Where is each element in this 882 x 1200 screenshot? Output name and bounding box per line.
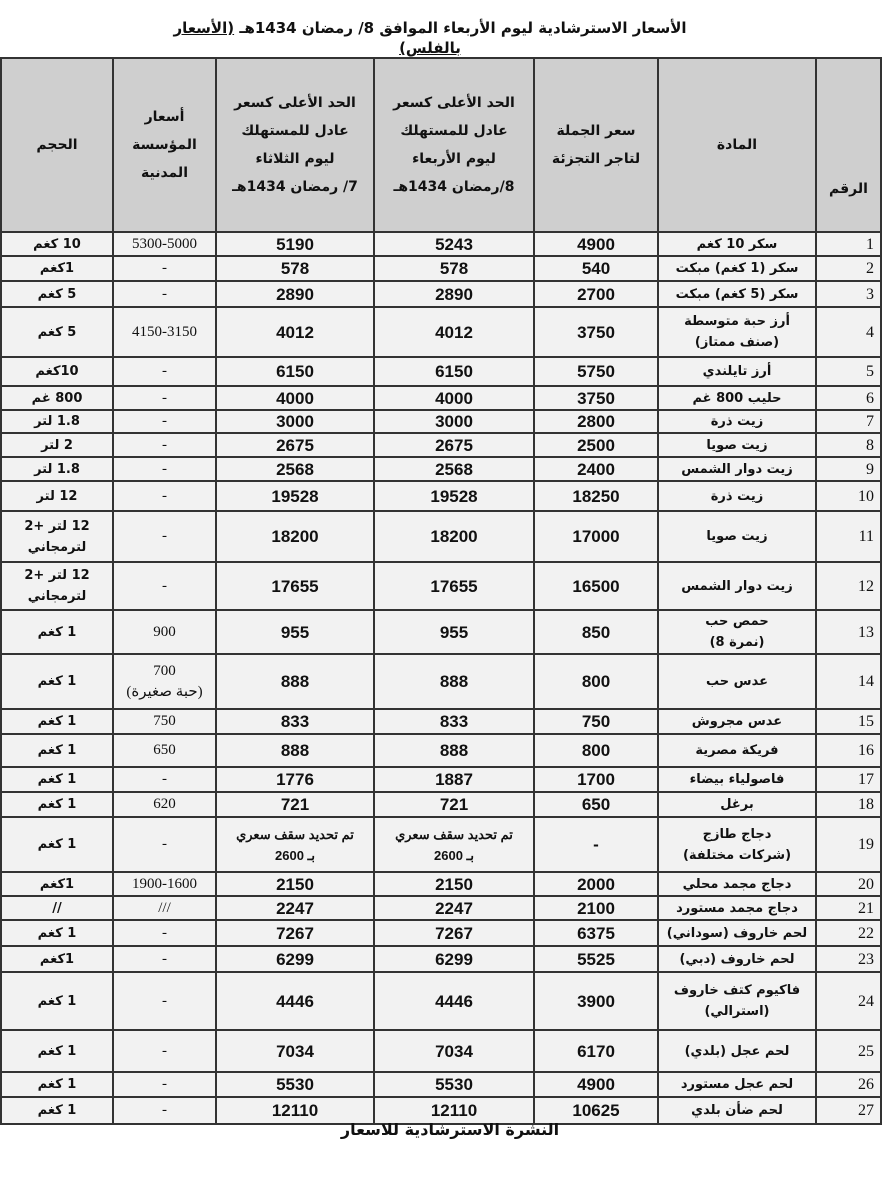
cell-size: 1.8 لتر	[1, 410, 113, 433]
table-row	[1, 896, 881, 920]
header-wholesale: سعر الجملة لتاجر التجزئة	[534, 58, 658, 232]
cell-wholesale: 17000	[534, 511, 658, 562]
cell-max-tuesday: 18200	[216, 511, 374, 562]
cell-wholesale: 3750	[534, 386, 658, 410]
cell-item: سكر 10 كغم	[658, 232, 816, 256]
table-row	[1, 817, 881, 872]
cell-max-wednesday: 2247	[374, 896, 534, 920]
cell-wholesale: 6375	[534, 920, 658, 946]
cell-number: 12	[816, 562, 881, 610]
cell-wholesale: 850	[534, 610, 658, 654]
cell-wholesale: 4900	[534, 232, 658, 256]
cell-civil-price: -	[113, 410, 216, 433]
table-row	[1, 357, 881, 386]
cell-size: 5 كغم	[1, 281, 113, 307]
table-row	[1, 920, 881, 946]
cell-max-tuesday: 6299	[216, 946, 374, 972]
cell-size: 10 كغم	[1, 232, 113, 256]
cell-max-wednesday: 1887	[374, 767, 534, 792]
cell-number: 19	[816, 817, 881, 872]
cell-max-wednesday: 721	[374, 792, 534, 817]
cell-size: 1 كغم	[1, 610, 113, 654]
cell-max-tuesday: 7267	[216, 920, 374, 946]
table-row	[1, 433, 881, 457]
cell-wholesale: -	[534, 817, 658, 872]
cell-max-tuesday: 4446	[216, 972, 374, 1030]
cell-size: 10كغم	[1, 357, 113, 386]
cell-number: 14	[816, 654, 881, 709]
cell-number: 7	[816, 410, 881, 433]
cell-civil-price: 650	[113, 734, 216, 767]
cell-wholesale: 2000	[534, 872, 658, 896]
cell-wholesale: 3900	[534, 972, 658, 1030]
cell-civil-price: 4150-3150	[113, 307, 216, 357]
cell-number: 10	[816, 481, 881, 511]
table-row	[1, 872, 881, 896]
table-row	[1, 281, 881, 307]
cell-size: 1 كغم	[1, 972, 113, 1030]
cell-civil-price: -	[113, 1072, 216, 1097]
cell-item: لحم ضأن بلدي	[658, 1097, 816, 1124]
cell-number: 22	[816, 920, 881, 946]
cell-number: 27	[816, 1097, 881, 1124]
cell-civil-price: -	[113, 946, 216, 972]
cell-wholesale: 2800	[534, 410, 658, 433]
table-row	[1, 232, 881, 256]
cell-item: دجاج طازج (شركات مختلفة)	[658, 817, 816, 872]
cell-civil-price: -	[113, 281, 216, 307]
cell-max-wednesday: 833	[374, 709, 534, 734]
cell-max-tuesday: 7034	[216, 1030, 374, 1072]
cell-size: 2 لتر	[1, 433, 113, 457]
document-title	[150, 18, 710, 58]
table-row	[1, 562, 881, 610]
cell-item: لحم خاروف (دبي)	[658, 946, 816, 972]
cell-size: 1 كغم	[1, 709, 113, 734]
cell-civil-price: -	[113, 1030, 216, 1072]
cell-civil-price: -	[113, 972, 216, 1030]
table-row	[1, 767, 881, 792]
cell-max-wednesday: 5530	[374, 1072, 534, 1097]
cell-number: 20	[816, 872, 881, 896]
cell-max-tuesday: 4012	[216, 307, 374, 357]
cell-civil-price: -	[113, 357, 216, 386]
cell-max-wednesday: 17655	[374, 562, 534, 610]
cell-wholesale: 5750	[534, 357, 658, 386]
header-civil-prices: أسعار المؤسسة المدنية	[113, 58, 216, 232]
cell-wholesale: 540	[534, 256, 658, 281]
price-table	[0, 57, 882, 1125]
cell-size: 12 لتر	[1, 481, 113, 511]
cell-wholesale: 2100	[534, 896, 658, 920]
cell-civil-price: -	[113, 1097, 216, 1124]
cell-item: دجاج مجمد محلي	[658, 872, 816, 896]
cell-max-tuesday: 5530	[216, 1072, 374, 1097]
cell-number: 6	[816, 386, 881, 410]
cell-civil-price: ///	[113, 896, 216, 920]
table-row	[1, 410, 881, 433]
cell-item: فريكة مصرية	[658, 734, 816, 767]
cell-max-wednesday: 7034	[374, 1030, 534, 1072]
header-number: الرقم	[816, 58, 881, 232]
cell-number: 23	[816, 946, 881, 972]
cell-max-wednesday: 5243	[374, 232, 534, 256]
cell-number: 17	[816, 767, 881, 792]
cell-number: 5	[816, 357, 881, 386]
cell-max-wednesday: 2150	[374, 872, 534, 896]
cell-number: 1	[816, 232, 881, 256]
cell-wholesale: 10625	[534, 1097, 658, 1124]
cell-max-tuesday: 3000	[216, 410, 374, 433]
cell-size: 1 كغم	[1, 767, 113, 792]
header-item: المادة	[658, 58, 816, 232]
table-row	[1, 386, 881, 410]
cell-max-tuesday: 2150	[216, 872, 374, 896]
cell-number: 18	[816, 792, 881, 817]
table-row	[1, 610, 881, 654]
cell-max-wednesday: 2890	[374, 281, 534, 307]
cell-max-wednesday: 578	[374, 256, 534, 281]
cell-item: فاصولياء بيضاء	[658, 767, 816, 792]
cell-wholesale: 2500	[534, 433, 658, 457]
table-row	[1, 511, 881, 562]
title-unit: (الأسعار بالفلس)	[173, 19, 461, 57]
cell-max-wednesday: 4012	[374, 307, 534, 357]
cell-max-tuesday: 888	[216, 654, 374, 709]
cell-item: لحم عجل (بلدي)	[658, 1030, 816, 1072]
cell-max-tuesday: 2247	[216, 896, 374, 920]
cell-item: حمص حب (نمرة 8)	[658, 610, 816, 654]
table-row	[1, 481, 881, 511]
cell-civil-price: -	[113, 457, 216, 481]
cell-civil-price: 750	[113, 709, 216, 734]
cell-number: 9	[816, 457, 881, 481]
cell-size: 1.8 لتر	[1, 457, 113, 481]
cell-max-tuesday: 12110	[216, 1097, 374, 1124]
cell-size: 1 كغم	[1, 654, 113, 709]
table-row	[1, 946, 881, 972]
cell-item: لحم عجل مستورد	[658, 1072, 816, 1097]
cell-size: 1 كغم	[1, 792, 113, 817]
cell-max-wednesday: 955	[374, 610, 534, 654]
cell-max-tuesday: 2890	[216, 281, 374, 307]
cell-wholesale: 4900	[534, 1072, 658, 1097]
cell-number: 2	[816, 256, 881, 281]
cell-item: عدس حب	[658, 654, 816, 709]
cell-size: 1 كغم	[1, 920, 113, 946]
cell-size: 12 لتر +2 لترمجاني	[1, 511, 113, 562]
table-row	[1, 307, 881, 357]
cell-wholesale: 2400	[534, 457, 658, 481]
cell-max-tuesday: 19528	[216, 481, 374, 511]
cell-civil-price: 1900-1600	[113, 872, 216, 896]
cell-max-wednesday: 3000	[374, 410, 534, 433]
cell-item: حليب 800 غم	[658, 386, 816, 410]
cell-max-tuesday: 578	[216, 256, 374, 281]
cell-civil-price: 900	[113, 610, 216, 654]
cell-number: 3	[816, 281, 881, 307]
cell-number: 24	[816, 972, 881, 1030]
header-size: الحجم	[1, 58, 113, 232]
cell-size: 1 كغم	[1, 817, 113, 872]
cell-item: زيت ذرة	[658, 410, 816, 433]
cell-max-wednesday: 2675	[374, 433, 534, 457]
cell-item: زيت دوار الشمس	[658, 562, 816, 610]
cell-item: أرز حبة متوسطة (صنف ممتاز)	[658, 307, 816, 357]
cell-item: دجاج مجمد مستورد	[658, 896, 816, 920]
cell-max-tuesday: 6150	[216, 357, 374, 386]
cell-civil-price: -	[113, 920, 216, 946]
table-row	[1, 1030, 881, 1072]
cell-number: 26	[816, 1072, 881, 1097]
cell-max-wednesday: 6299	[374, 946, 534, 972]
cell-size: 12 لتر +2 لترمجاني	[1, 562, 113, 610]
cell-item: زيت دوار الشمس	[658, 457, 816, 481]
cell-max-wednesday: 18200	[374, 511, 534, 562]
cell-item: سكر (1 كغم) مبكت	[658, 256, 816, 281]
cell-civil-price: -	[113, 817, 216, 872]
table-row	[1, 457, 881, 481]
cell-number: 25	[816, 1030, 881, 1072]
cell-item: زيت صويا	[658, 511, 816, 562]
cell-max-tuesday: 2568	[216, 457, 374, 481]
table-row	[1, 256, 881, 281]
cell-civil-price: 700 (حبة صغيرة)	[113, 654, 216, 709]
cell-item: فاكيوم كتف خاروف (استرالي)	[658, 972, 816, 1030]
cell-item: برغل	[658, 792, 816, 817]
cell-max-tuesday: 2675	[216, 433, 374, 457]
cell-civil-price: -	[113, 511, 216, 562]
header-max-tuesday: الحد الأعلى كسعر عادل للمستهلك ليوم الثلاثاء 7/ رمضان 1434هـ	[216, 58, 374, 232]
cell-item: زيت صويا	[658, 433, 816, 457]
cell-max-tuesday: تم تحديد سقف سعري بـ 2600	[216, 817, 374, 872]
cell-size: 1 كغم	[1, 1072, 113, 1097]
cell-max-tuesday: 833	[216, 709, 374, 734]
cell-max-tuesday: 955	[216, 610, 374, 654]
cell-wholesale: 650	[534, 792, 658, 817]
table-row	[1, 972, 881, 1030]
table-row	[1, 709, 881, 734]
cell-max-wednesday: 4000	[374, 386, 534, 410]
cell-number: 21	[816, 896, 881, 920]
cell-wholesale: 2700	[534, 281, 658, 307]
table-row	[1, 1072, 881, 1097]
cell-max-tuesday: 17655	[216, 562, 374, 610]
cell-wholesale: 800	[534, 654, 658, 709]
cell-size: 1 كغم	[1, 1097, 113, 1124]
cell-wholesale: 1700	[534, 767, 658, 792]
footer-caption: النشرة الاسترشادية للاسعار	[340, 1120, 560, 1139]
cell-civil-price: -	[113, 256, 216, 281]
cell-max-wednesday: 888	[374, 734, 534, 767]
cell-civil-price: 5300-5000	[113, 232, 216, 256]
cell-number: 13	[816, 610, 881, 654]
title-main: الأسعار الاسترشادية ليوم الأربعاء الموافق 8/ رمضان 1434هـ	[239, 19, 687, 37]
cell-item: عدس مجروش	[658, 709, 816, 734]
cell-civil-price: -	[113, 481, 216, 511]
cell-wholesale: 750	[534, 709, 658, 734]
cell-max-tuesday: 1776	[216, 767, 374, 792]
cell-number: 8	[816, 433, 881, 457]
cell-size: 1 كغم	[1, 734, 113, 767]
cell-size: 1كغم	[1, 946, 113, 972]
cell-max-wednesday: 19528	[374, 481, 534, 511]
cell-wholesale: 5525	[534, 946, 658, 972]
cell-wholesale: 16500	[534, 562, 658, 610]
cell-item: أرز تايلندي	[658, 357, 816, 386]
table-row	[1, 654, 881, 709]
cell-item: زيت ذرة	[658, 481, 816, 511]
cell-max-tuesday: 721	[216, 792, 374, 817]
cell-max-wednesday: 7267	[374, 920, 534, 946]
cell-size: 5 كغم	[1, 307, 113, 357]
cell-wholesale: 6170	[534, 1030, 658, 1072]
cell-number: 16	[816, 734, 881, 767]
cell-wholesale: 3750	[534, 307, 658, 357]
cell-max-wednesday: تم تحديد سقف سعري بـ 2600	[374, 817, 534, 872]
cell-civil-price: -	[113, 433, 216, 457]
cell-civil-price: -	[113, 386, 216, 410]
cell-item: لحم خاروف (سوداني)	[658, 920, 816, 946]
cell-number: 4	[816, 307, 881, 357]
cell-item: سكر (5 كغم) مبكت	[658, 281, 816, 307]
header-row	[1, 58, 881, 232]
cell-wholesale: 800	[534, 734, 658, 767]
cell-max-tuesday: 888	[216, 734, 374, 767]
cell-max-wednesday: 888	[374, 654, 534, 709]
cell-max-tuesday: 5190	[216, 232, 374, 256]
cell-civil-price: -	[113, 562, 216, 610]
cell-wholesale: 18250	[534, 481, 658, 511]
table-row	[1, 734, 881, 767]
cell-number: 15	[816, 709, 881, 734]
table-body	[1, 232, 881, 1124]
cell-max-wednesday: 4446	[374, 972, 534, 1030]
cell-size: 1كغم	[1, 256, 113, 281]
table-row	[1, 792, 881, 817]
cell-size: 1كغم	[1, 872, 113, 896]
cell-size: 1 كغم	[1, 1030, 113, 1072]
cell-civil-price: 620	[113, 792, 216, 817]
cell-civil-price: -	[113, 767, 216, 792]
cell-size: //	[1, 896, 113, 920]
cell-max-wednesday: 6150	[374, 357, 534, 386]
cell-max-tuesday: 4000	[216, 386, 374, 410]
cell-max-wednesday: 2568	[374, 457, 534, 481]
cell-number: 11	[816, 511, 881, 562]
header-max-wednesday: الحد الأعلى كسعر عادل للمستهلك ليوم الأربعاء 8/رمضان 1434هـ	[374, 58, 534, 232]
cell-max-wednesday: 12110	[374, 1097, 534, 1124]
cell-size: 800 غم	[1, 386, 113, 410]
